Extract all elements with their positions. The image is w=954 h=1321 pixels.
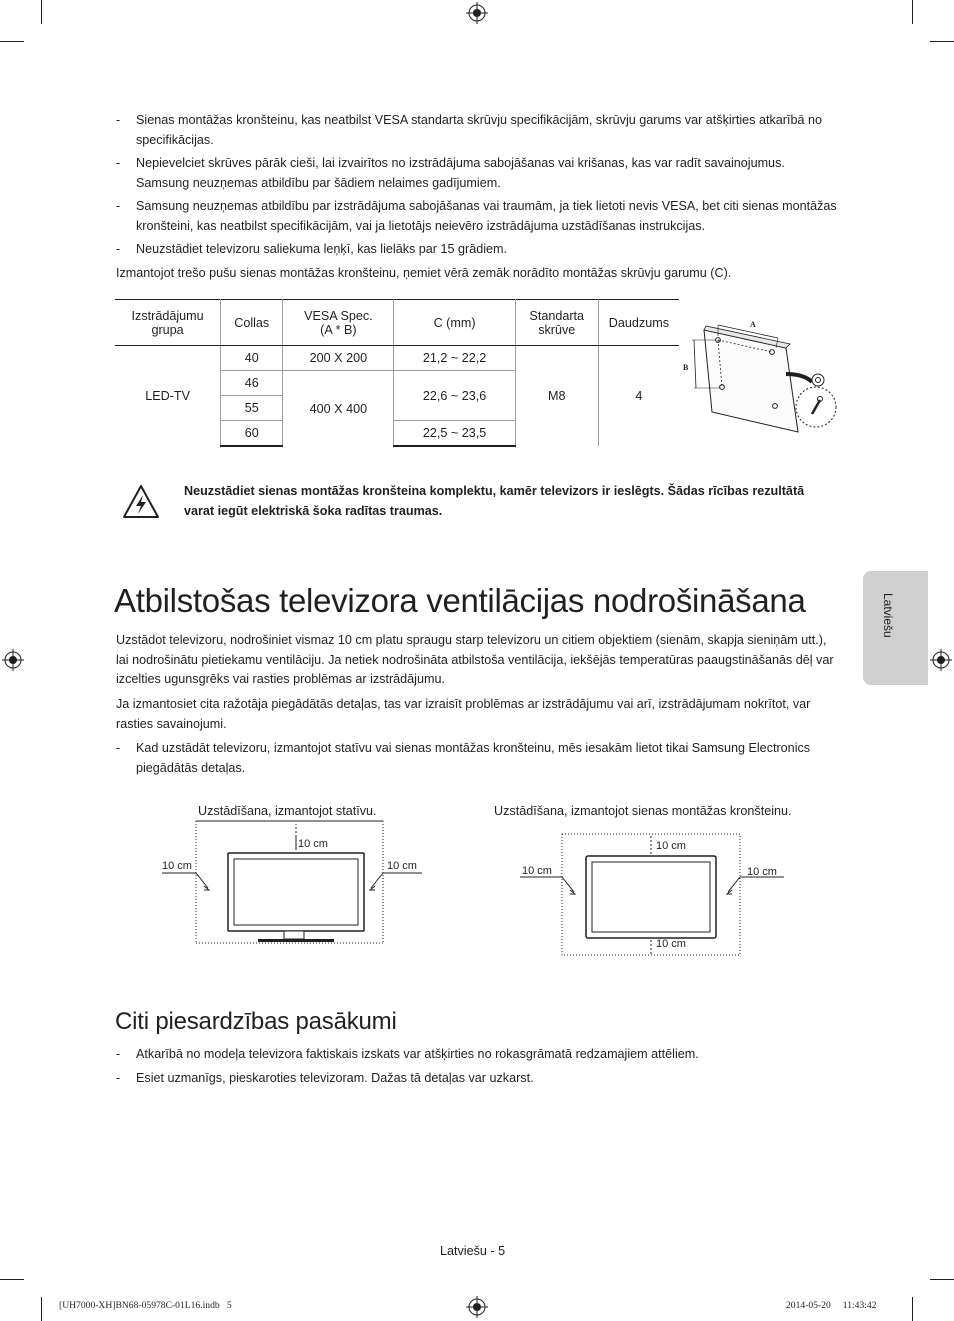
language-tab-label: Latviešu bbox=[881, 593, 895, 638]
clearance-label-left: 10 cm bbox=[162, 860, 192, 872]
cell-screw: M8 bbox=[515, 346, 598, 447]
list-item: - Neuzstādiet televizoru saliekuma leņķī, kas lielāks par 15 grādiem. bbox=[116, 242, 507, 256]
header-group: Izstrādājumu grupa bbox=[115, 300, 221, 346]
registration-mark-icon bbox=[466, 2, 488, 24]
list-item: - Samsung neuzņemas atbildību par izstrādājuma sabojāšanas vai traumām, ja tiek lietoti nevis VESA, bet citi sienas montāžas kronšteini, kas neatbilst specifikācijām, vai ja lietotājs neievēro izstrādājuma uzstādīšanas instrukcijas. bbox=[116, 199, 837, 233]
registration-mark-icon bbox=[930, 649, 952, 671]
cell-c-mm: 22,6 ~ 23,6 bbox=[394, 371, 515, 421]
wall-figure-caption: Uzstādīšana, izmantojot sienas montāžas kronšteinu. bbox=[494, 804, 792, 818]
cell-inches: 55 bbox=[221, 396, 283, 421]
page-number: Latviešu - 5 bbox=[440, 1244, 506, 1258]
ventilation-paragraph: Uzstādot televizoru, nodrošiniet vismaz 10 cm platu spraugu starp televizoru un citiem objektiem (sienām, skapja sieniņām utt.), lai nodrošinātu pietiekamu ventilāciju. Ja netiek nodrošināta atbilstoša ventilācija, iekšējās temperatūras paaugstināšanās dēļ var izcelties ugunsgrēks vai rasties problēmas ar izstrādājumu. bbox=[116, 633, 834, 686]
list-item: - Sienas montāžas kronšteinu, kas neatbilst VESA standarta skrūvju specifikācijām, skrūvju garums var atšķirties atkarībā no specifikācijas. bbox=[116, 113, 822, 147]
clearance-label-top: 10 cm bbox=[298, 838, 328, 850]
language-side-tab bbox=[863, 571, 928, 685]
section-subtitle: Citi piesardzības pasākumi bbox=[115, 1008, 397, 1035]
crop-mark bbox=[912, 1297, 913, 1321]
header-c-mm: C (mm) bbox=[394, 300, 515, 346]
header-qty: Daudzums bbox=[598, 300, 679, 346]
list-item: - Kad uzstādāt televizoru, izmantojot statīvu vai sienas montāžas kronšteinu, mēs iesakām lietot tikai Samsung Electronics piegādātās detaļas. bbox=[116, 741, 811, 775]
list-item: - Esiet uzmanīgs, pieskaroties televizoram. Dažas tā detaļas var uzkarst. bbox=[116, 1070, 534, 1085]
crop-mark bbox=[930, 41, 954, 42]
table-header-row bbox=[115, 300, 679, 346]
cell-c-mm: 21,2 ~ 22,2 bbox=[394, 346, 515, 371]
warning-text: Neuzstādiet sienas montāžas kronšteina komplektu, kamēr televizors ir ieslēgts. Šādas rīcības rezultātā varat iegūt elektriskā šoka radītas traumas. bbox=[184, 484, 805, 518]
cell-vesa: 400 X 400 bbox=[283, 371, 394, 447]
other-precautions-list bbox=[116, 1045, 838, 1092]
parts-note-list bbox=[116, 739, 838, 782]
clearance-label-right: 10 cm bbox=[387, 860, 417, 872]
cell-inches: 40 bbox=[221, 346, 283, 371]
clearance-label-right: 10 cm bbox=[747, 866, 777, 878]
section-title: Atbilstošas televizora ventilācijas nodrošināšana bbox=[114, 582, 806, 619]
intro-line: Izmantojot trešo pušu sienas montāžas kronšteinu, ņemiet vērā zemāk norādīto montāžas skrūvju garumu (C). bbox=[116, 266, 732, 280]
cell-c-mm: 22,5 ~ 23,5 bbox=[394, 421, 515, 447]
crop-mark bbox=[930, 1279, 954, 1280]
cell-vesa: 200 X 200 bbox=[283, 346, 394, 371]
list-item: - Atkarībā no modeļa televizora faktiskais izskats var atšķirties no rokasgrāmatā redzamajiem attēliem. bbox=[116, 1047, 699, 1061]
dimension-label-a: A bbox=[750, 320, 756, 329]
clearance-label-top: 10 cm bbox=[656, 840, 686, 852]
stand-figure-caption: Uzstādīšana, izmantojot statīvu. bbox=[198, 804, 377, 818]
registration-mark-icon bbox=[2, 649, 24, 671]
crop-mark bbox=[0, 1279, 24, 1280]
crop-mark bbox=[41, 0, 42, 24]
wall-clearance-figure bbox=[518, 830, 786, 958]
list-item: - Nepievelciet skrūves pārāk cieši, lai izvairītos no izstrādājuma sabojāšanas vai krišanas, kas var radīt savainojumus. Samsung neuzņemas atbildību par šādiem nelaimes gadījumiem. bbox=[116, 156, 785, 190]
registration-mark-icon bbox=[466, 1296, 488, 1318]
electric-shock-warning-icon bbox=[122, 484, 160, 520]
print-file-info: [UH7000-XH]BN68-05978C-01L16.indb 5 bbox=[59, 1300, 232, 1311]
parts-paragraph: Ja izmantosiet cita ražotāja piegādātās detaļas, tas var izraisīt problēmas ar izstrādājumu vai arī, izstrādājumam nokrītot, var rasties savainojumi. bbox=[116, 697, 811, 731]
table-row bbox=[115, 346, 679, 371]
screw-spec-table bbox=[115, 299, 679, 447]
screw-notes-list bbox=[116, 111, 838, 264]
wall-mount-diagram bbox=[682, 312, 842, 434]
header-vesa: VESA Spec. (A * B) bbox=[283, 300, 394, 346]
header-inches: Collas bbox=[221, 300, 283, 346]
clearance-label-bottom: 10 cm bbox=[656, 938, 686, 950]
crop-mark bbox=[41, 1297, 42, 1321]
header-screw: Standarta skrūve bbox=[515, 300, 598, 346]
stand-clearance-figure bbox=[160, 818, 424, 946]
clearance-label-left: 10 cm bbox=[522, 865, 552, 877]
print-date-info: 2014-05-20 11:43:42 bbox=[786, 1300, 877, 1311]
crop-mark bbox=[912, 0, 913, 24]
crop-mark bbox=[0, 41, 24, 42]
cell-qty: 4 bbox=[598, 346, 679, 447]
cell-inches: 60 bbox=[221, 421, 283, 447]
dimension-label-b: B bbox=[683, 363, 689, 372]
cell-group: LED-TV bbox=[115, 346, 221, 447]
cell-inches: 46 bbox=[221, 371, 283, 396]
